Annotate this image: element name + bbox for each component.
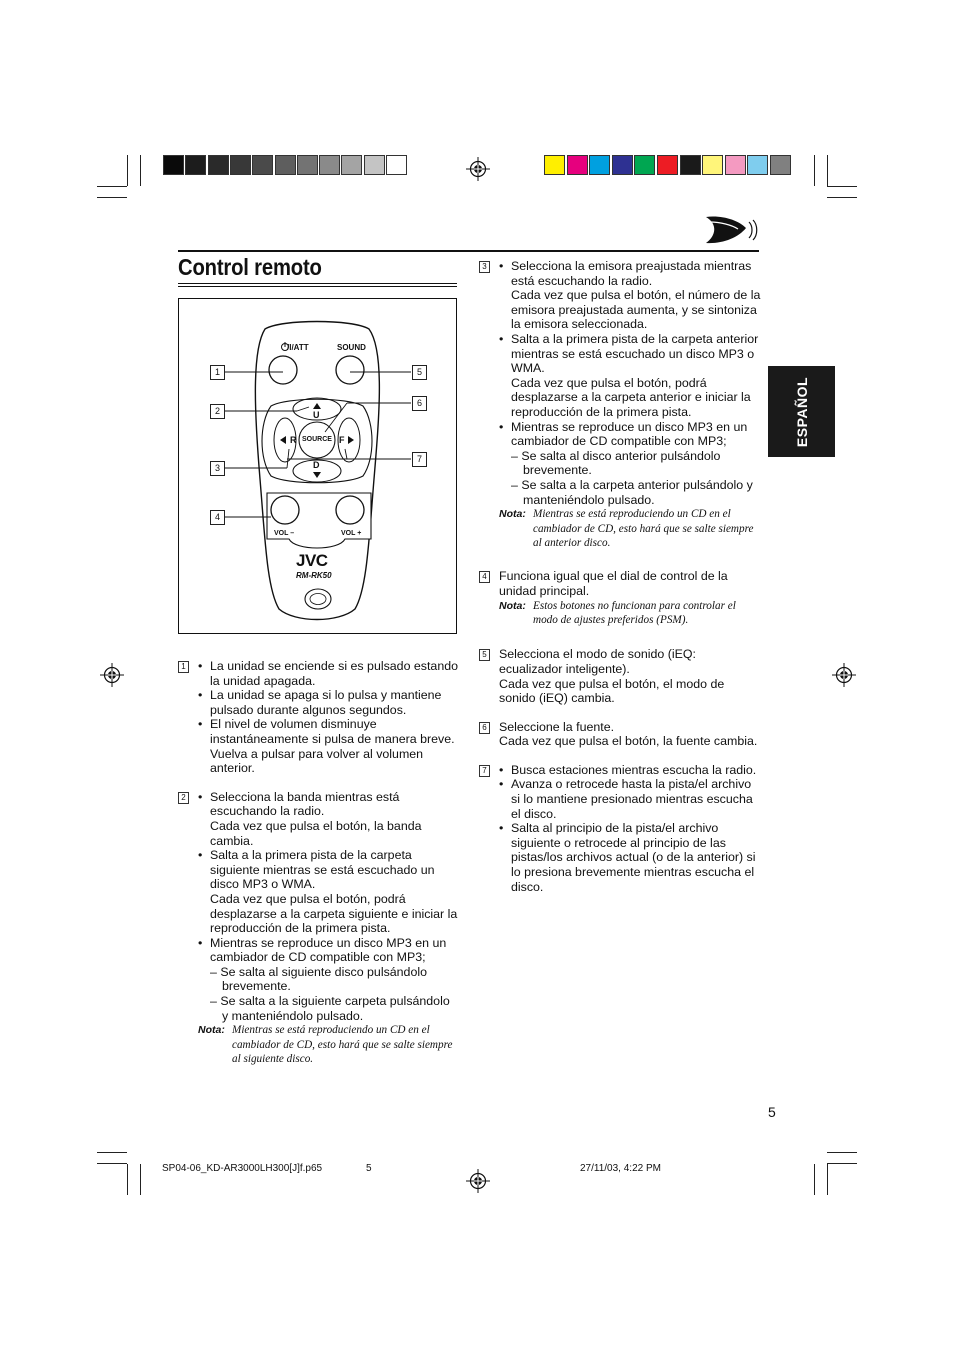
vol-plus-label: VOL + (341, 530, 362, 537)
color-swatch (567, 155, 588, 175)
color-swatch (680, 155, 701, 175)
model-label: RM-RK50 (296, 571, 332, 580)
footer-file: SP04-06_KD-AR3000LH300[J]f.p65 (162, 1163, 323, 1174)
color-swatch (770, 155, 791, 175)
section-4: 4 Funciona igual que el dial de control de la unidad principal. Nota: Estos botones no funcionan para controlar el modo de ajustes preferidos (PSM). (479, 569, 761, 627)
section-3 (479, 259, 761, 550)
list-item: • La unidad se enciende si es pulsado estando la unidad apagada. (198, 659, 458, 688)
section-number: 5 (479, 649, 490, 661)
section-6: 6 Seleccione la fuente. Cada vez que pulsa el botón, la fuente cambia. (479, 720, 761, 749)
title-underline (178, 283, 457, 284)
callout-7: 7 (412, 452, 427, 467)
callout-1: 1 (210, 365, 225, 380)
header-rule (178, 250, 759, 252)
list-item: • Mientras se reproduce un disco MP3 en un cambiador de CD compatible con MP3; – Se salta al siguiente disco pulsándolo brevemente. – Se salta a la siguiente carpeta pulsándolo y manteniéndolo pulsado. (198, 936, 458, 1024)
registration-mark-icon (466, 157, 490, 181)
list-item: • La unidad se apaga si lo pulsa y mantiene pulsado durante algunos segundos. (198, 688, 458, 717)
section-number: 1 (178, 661, 189, 673)
language-tab: ESPAÑOL (768, 366, 835, 457)
gray-swatch (319, 155, 340, 175)
page-number: 5 (768, 1104, 776, 1120)
section-2 (178, 790, 458, 1067)
note: Nota: Mientras se está reproduciendo un CD en el cambiador de CD, esto hará que se salte siempre al siguiente disco. (198, 1024, 453, 1066)
registration-mark-icon (832, 663, 856, 687)
list-item: • Avanza o retrocede hasta la pista/el archivo si lo mantiene presionado mientras escucha el disco. (499, 777, 761, 821)
vol-minus-label: VOL – (274, 530, 295, 537)
list-item: • Salta a la primera pista de la carpeta siguiente mientras se está escuchado un disco MP3 o WMA. Cada vez que pulsa el botón, podrá desplazarse a la carpeta siguiente e iniciar la reproducción de la primera pista. (198, 848, 458, 936)
gray-swatch (341, 155, 362, 175)
disc-arrow-icon (702, 214, 760, 246)
gray-swatch (386, 155, 407, 175)
list-item: • Busca estaciones mientras escucha la radio. (499, 763, 761, 778)
gray-swatch (364, 155, 385, 175)
list-item: • El nivel de volumen disminuye instantáneamente si pulsa de manera breve. Vuelva a pulsar para volver al volumen anterior. (198, 717, 458, 775)
list-item: • Salta a la primera pista de la carpeta anterior mientras se está escuchado un disco MP3 o WMA. Cada vez que pulsa el botón, podrá desplazarse a la carpeta anterior e iniciar la reproducción de la primera pista. (499, 332, 761, 420)
title-underline (178, 286, 457, 287)
section-1 (178, 659, 458, 776)
gray-swatch (252, 155, 273, 175)
color-swatch (725, 155, 746, 175)
section-number: 7 (479, 765, 490, 777)
source-label: SOURCE (302, 436, 332, 443)
list-item: • Selecciona la banda mientras está escuchando la radio. Cada vez que pulsa el botón, la banda cambia. (198, 790, 458, 848)
up-label: U (313, 410, 320, 420)
gray-swatch (208, 155, 229, 175)
color-swatch (657, 155, 678, 175)
footer-date: 27/11/03, 4:22 PM (580, 1163, 661, 1174)
list-item: • Salta al principio de la pista/el archivo siguiente o retrocede al principio de las pistas/los archivos actual (o de la anterior) si lo presiona brevemente mientras escucha el disco. (499, 821, 761, 894)
page-title: Control remoto (178, 254, 322, 280)
list-item: • Selecciona la emisora preajustada mientras está escuchando la radio. Cada vez que pulsa el botón, el número de la emisora preajustada aumenta, y se sintoniza la emisora seleccionada. (499, 259, 761, 332)
callout-2: 2 (210, 404, 225, 419)
section-number: 3 (479, 261, 490, 273)
footer-page: 5 (366, 1163, 372, 1174)
registration-mark-icon (466, 1169, 490, 1193)
right-column (479, 259, 761, 907)
section-5: 5 Selecciona el modo de sonido (iEQ: ecualizador inteligente). Cada vez que pulsa el botón, el modo de sonido (iEQ) cambia. (479, 647, 761, 705)
color-swatch (612, 155, 633, 175)
section-number: 2 (178, 792, 189, 804)
registration-mark-icon (100, 663, 124, 687)
brand-logo: JVC (296, 551, 328, 570)
color-swatch (747, 155, 768, 175)
callout-4: 4 (210, 510, 225, 525)
gray-swatch (297, 155, 318, 175)
color-swatch (702, 155, 723, 175)
note: Nota: Estos botones no funcionan para controlar el modo de ajustes preferidos (PSM). (499, 599, 736, 626)
section-number: 4 (479, 571, 490, 583)
section-7 (479, 763, 761, 894)
note: Nota: Mientras se está reproduciendo un CD en el cambiador de CD, esto hará que se salte siempre al anterior disco. (499, 508, 754, 549)
gray-swatch (275, 155, 296, 175)
callout-5: 5 (412, 365, 427, 380)
list-item: • Mientras se reproduce un disco MP3 en un cambiador de CD compatible con MP3; – Se salta al disco anterior pulsándolo brevemente. – Se salta a la carpeta anterior pulsándolo y manteniéndolo pulsado. (499, 420, 761, 508)
down-label: D (313, 460, 320, 470)
left-column (178, 659, 458, 1079)
callout-6: 6 (412, 396, 427, 411)
att-label: /I/ATT (287, 343, 309, 352)
left-label: R (290, 435, 297, 445)
color-swatch (589, 155, 610, 175)
right-label: F (339, 435, 345, 445)
gray-swatch (185, 155, 206, 175)
color-swatch (544, 155, 565, 175)
gray-swatch (163, 155, 184, 175)
gray-swatch (230, 155, 251, 175)
color-swatch (634, 155, 655, 175)
callout-3: 3 (210, 461, 225, 476)
sound-label: SOUND (337, 343, 366, 352)
section-number: 6 (479, 722, 490, 734)
